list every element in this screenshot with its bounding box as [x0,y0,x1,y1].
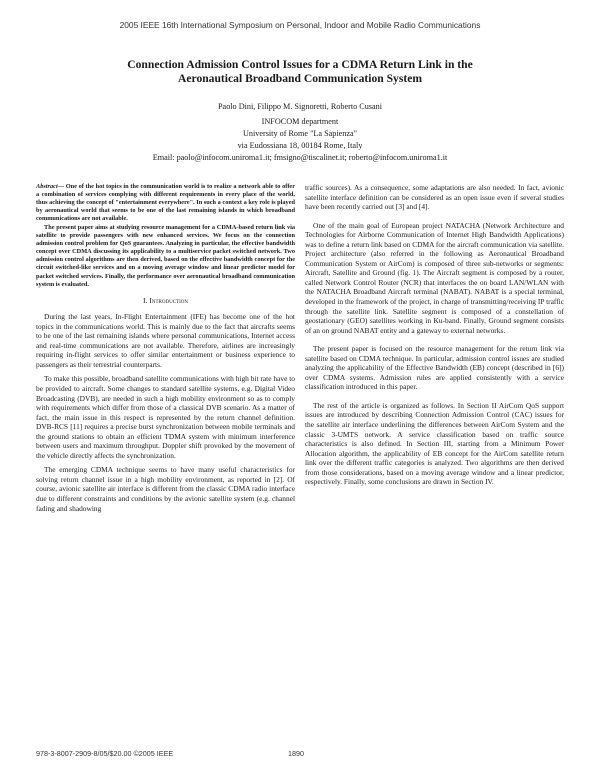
intro-paragraph-1: During the last years, In-Flight Entertainment (IFE) has become one of the hot topics in the communications world. This is mainly due to the fact that aircrafts seems to be one of the last remaining islands where personal communications, Internet access and real-time communications are not available. Therefore, airlines are increasingly requiring in-flight services to offer similar entertainment or business experience to passengers as their terrestrial counterparts. [36,312,295,369]
department: INFOCOM department [261,117,339,126]
conference-header: 2005 IEEE 16th International Symposium on Personal, Indoor and Mobile Radio Communications [119,20,481,30]
right-paragraph-4: The rest of the article is organized as follows. In Section II AirCom QoS support issues are introduced by describing Connection Admission Control (CAC) issues for the satellite air interface underlining the differences between AirCom System and the classic 3-UMTS network. A service classification based on traffic source characteristics is also defined. In Section III, starting from a Minimum Power Allocation algorithm, the applicability of EB concept for the AirCom satellite return link over the different traffic categories is analyzed. Two algorithms are then derived from those considerations, based on a moving average window and a linear predictor, respectively. Finally, some conclusions are drawn in Section IV. [305,400,564,487]
right-paragraph-2: One of the main goal of European project NATACHA (Network Architecture and Technologies for Airborne Communication of Internet High Bandwidth Applications) was to define a return link based on CDMA for the aircraft communication via satellite. Project architecture (also referred in the following as Aeronautical Broadband Communication System or AirCom) is composed of three sub-networks or segments: Aircraft, Satellite and Ground (fig. 1). The Aircraft segment is composed by a router, called Network Control Router (NCR) that interfaces the on board LAN/WLAN with the NATACHA Broadband Aircraft terminal (NABAT). NABAT is a special terminal, developed in the framework of the project, in charge of transmitting/receiving IP traffic through the satellite link. Satellite segment is composed of a constellation of geostationary (GEO) satellites working in Ku-band. Finally, Ground segment consists of an on ground NABAT entity and a gateway to external networks. [305,220,564,335]
page-number: 1890 [288,749,304,758]
abstract-text-1: One of the hot topics in the communication world is to realize a network able to offer a combination of services complying with different requirements in every place of the world, thus achieving the concept of "entertainment everywhere". In such a context a key role is played by aeronautical world that seems to be one of the last remaining islands in which broadband communications are not available. [36,183,295,223]
right-column [305,183,564,496]
intro-paragraph-2: To make this possible, broadband satellite communications with high bit rate have to be provided to aircraft. Some changes to standard satellite systems, e.g. Digital Video Broadcasting (DVB), are needed in such a high mobility environment so as to comply with requirements which differ from those of a classical DVB scenario. As a matter of fact, the main issue in this respect is represented by the return channel definition. DVB-RCS [11] requires a precise burst synchronization between mobile terminals and the ground stations to obtain an efficient TDMA system with minimum interference between users and maximum throughput. Doppler shift provoked by the movement of the vehicle directly affects the synchronization. [36,374,295,460]
email-line: Email: paolo@infocom.uniroma1.it; fmsigno@tiscalinet.it; roberto@infocom.uniroma1.it [152,153,448,162]
abstract-paragraph-2: The present paper aims at studying resource management for a CDMA-based return link via satellite to provide passengers with new enhanced services. We focus on the connection admission control problem for QoS guarantees. Analyzing in particular, the effective bandwidth concept over CDMA discussing its applicability to a multiservice packet switched network. Two admission control algorithms are then derived, based on the effective bandwidth concept for the circuit switched-like services and on a moving average window and linear predictor model for packet switched services. Finally, the performance over aeronautical broadband communication system is evaluated. [36,224,295,288]
title-line-1: Connection Admission Control Issues for a CDMA Return Link in the [127,58,473,71]
section-heading-introduction: I. Introduction [143,295,188,305]
isbn-copyright: 978-3-8007-2909-8/05/$20.00 ©2005 IEEE [36,749,174,758]
author-names: Paolo Dini, Filippo M. Signoretti, Roberto Cusani [218,102,382,111]
abstract-paragraph-1: Abstract— One of the hot topics in the communication world is to realize a network able to offer a combination of services complying with different requirements in every place of the world, thus achieving the concept of "entertainment everywhere". In such a context a key role is played by aeronautical world that seems to be one of the last remaining islands in which broadband communications are not available. [36,183,295,223]
title-line-2: Aeronautical Broadband Communication System [177,72,423,85]
abstract-label: Abstract [36,183,58,190]
intro-paragraph-3: The emerging CDMA technique seems to have many useful characteristics for solving return channel issue in a high mobility environment, as reported in [2]. Of course, avionic satellite air interface is different from the classic CDMA radio interface due to different constraints and conditions by the avionic satellite system (e.g. channel fading and shadowing [36,465,295,513]
left-column [36,183,295,518]
paper-title [80,58,520,86]
university: University of Rome "La Sapienza" [242,129,357,138]
right-paragraph-1: traffic sources). As a consequence, some adaptations are also needed. In fact, avionic satellite interface definition can be considered as an open issue even if several studies have been recently carried out [3] and [4]. [305,183,564,212]
abstract [36,183,295,289]
address: via Eudossiana 18, 00184 Rome, Italy [237,141,363,150]
right-paragraph-3: The present paper is focused on the resource management for the return link via satellite based on CDMA technique. In particular, admission control issues are studied analyzing the applicability of the Effective Bandwidth (EB) concept (described in [6]) over CDMA systems. Admission rules are applied consistently with a service classification introduced in this paper. [305,344,564,392]
author-block [60,101,540,164]
